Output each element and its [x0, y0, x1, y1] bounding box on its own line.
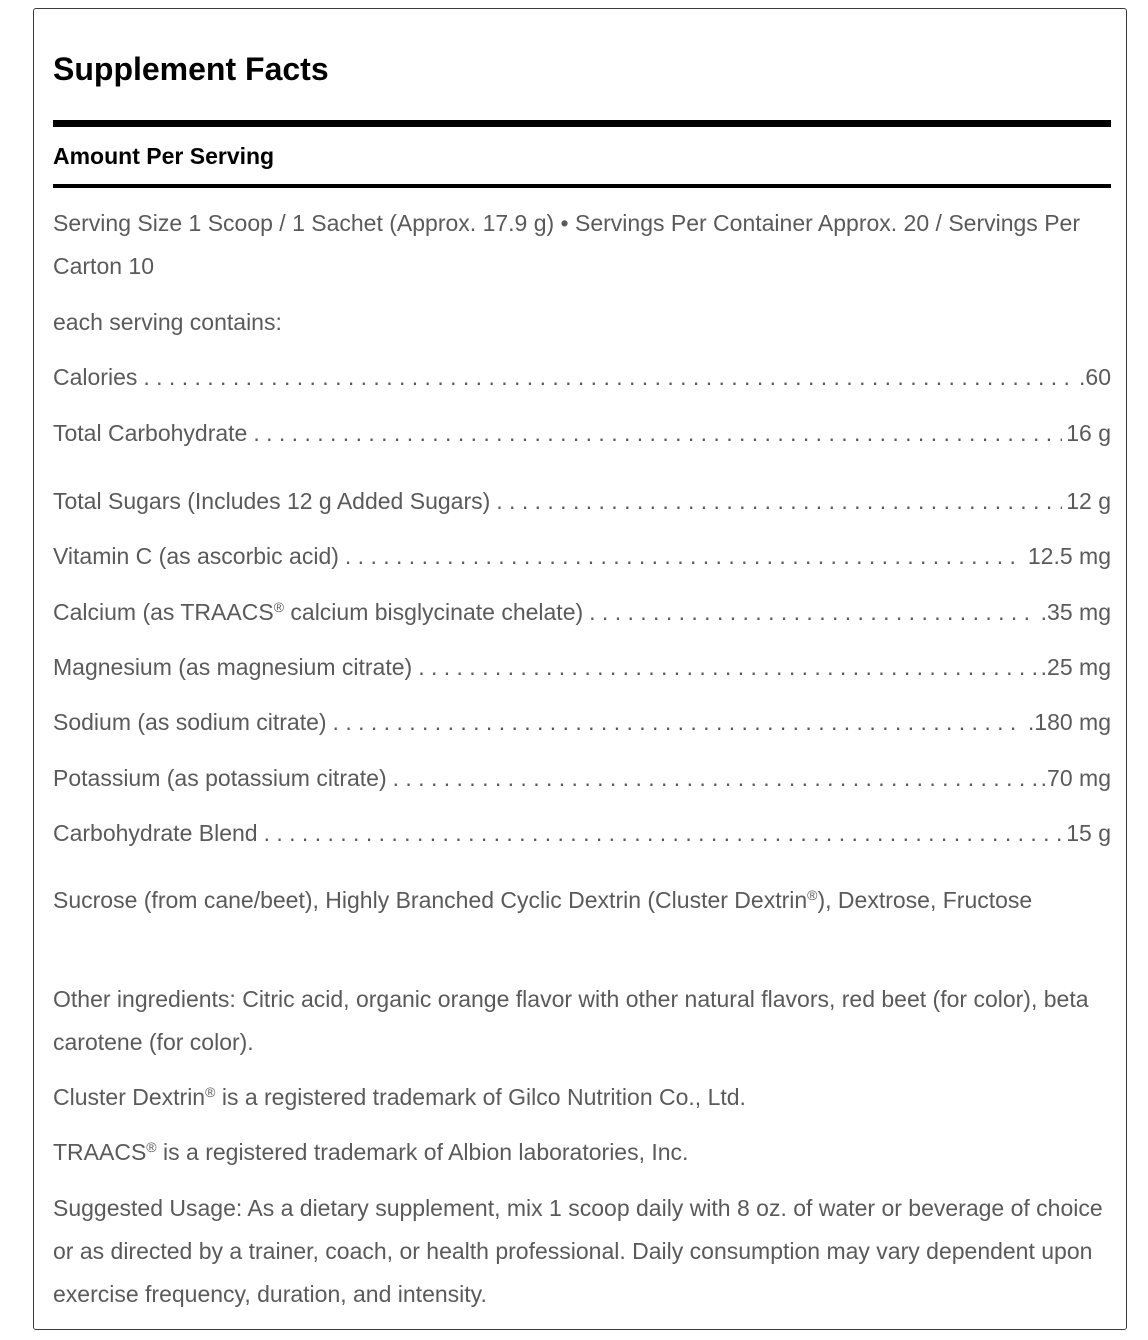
nutrient-value: 12.5 mg	[1027, 543, 1111, 569]
leader-dots	[264, 818, 1063, 848]
nutrient-row-calcium	[53, 597, 1111, 627]
registered-mark: ®	[205, 1084, 216, 1100]
nutrient-row-magnesium	[53, 652, 1111, 682]
nutrient-row-total-carbohydrate	[53, 418, 1111, 448]
nutrient-value: 16 g	[1066, 420, 1111, 446]
nutrient-row-potassium	[53, 763, 1111, 793]
trademark-traacs	[53, 1131, 1113, 1174]
leader-dots	[253, 418, 1062, 448]
nutrient-row-carbohydrate-blend	[53, 818, 1111, 848]
trademark-text: Cluster Dextrin	[53, 1084, 206, 1110]
trademark-text: is a registered trademark of Albion laboratories, Inc.	[156, 1139, 689, 1165]
nutrient-label: Sodium (as sodium citrate)	[53, 709, 327, 735]
header-divider	[53, 184, 1111, 188]
nutrient-row-calories	[53, 362, 1111, 392]
blend-text: Sucrose (from cane/beet), Highly Branched Cyclic Dextrin (Cluster Dextrin	[53, 887, 808, 913]
leader-dots	[393, 763, 1037, 793]
nutrient-label: Total Carbohydrate	[53, 420, 248, 446]
amount-per-serving-header: Amount Per Serving	[53, 143, 275, 169]
nutrient-value: 15 g	[1066, 820, 1111, 846]
nutrient-label: Potassium (as potassium citrate)	[53, 765, 387, 791]
label-text: calcium bisglycinate chelate)	[284, 599, 584, 625]
nutrient-row-total-sugars	[53, 486, 1111, 516]
leader-dots	[418, 652, 1036, 682]
panel-title: Supplement Facts	[53, 51, 329, 87]
nutrient-value: .70 mg	[1040, 765, 1111, 791]
leader-dots	[345, 541, 1024, 571]
nutrient-value: 12 g	[1066, 488, 1111, 514]
supplement-facts-panel	[33, 8, 1127, 1330]
suggested-usage: Suggested Usage: As a dietary supplement, mix 1 scoop daily with 8 oz. of water or beverage of choice or as directed by a trainer, coach, or health professional. Daily consumption may vary dependent upon exercise frequency, duration, and intensity.	[53, 1195, 1103, 1307]
trademark-text: is a registered trademark of Gilco Nutrition Co., Ltd.	[215, 1084, 746, 1110]
leader-dots	[589, 597, 1037, 627]
registered-mark: ®	[273, 599, 285, 615]
nutrient-row-sodium	[53, 707, 1111, 737]
blend-text: ), Dextrose, Fructose	[817, 887, 1033, 913]
leader-dots	[333, 707, 1024, 737]
leader-dots	[496, 486, 1062, 516]
thick-divider	[53, 120, 1111, 127]
nutrient-label: Vitamin C (as ascorbic acid)	[53, 543, 339, 569]
nutrient-row-vitamin-c	[53, 541, 1111, 571]
leader-dots	[143, 362, 1075, 392]
trademark-text: TRAACS	[53, 1139, 147, 1165]
serving-info: Serving Size 1 Scoop / 1 Sachet (Approx. 17.9 g) • Servings Per Container Approx. 20 / Servings Per Carton 10	[53, 210, 1080, 279]
nutrient-label: Magnesium (as magnesium citrate)	[53, 654, 413, 680]
blend-ingredients	[53, 879, 1113, 922]
nutrient-label	[53, 597, 583, 627]
nutrient-value: .60	[1079, 364, 1111, 390]
nutrient-value: .180 mg	[1027, 709, 1111, 735]
nutrient-label: Total Sugars (Includes 12 g Added Sugars)	[53, 488, 491, 514]
trademark-cluster-dextrin	[53, 1076, 1113, 1119]
other-ingredients: Other ingredients: Citric acid, organic orange flavor with other natural flavors, red beet (for color), beta carotene (for color).	[53, 986, 1089, 1055]
registered-mark: ®	[807, 887, 818, 903]
nutrient-label: Calories	[53, 364, 138, 390]
nutrient-value: .25 mg	[1040, 654, 1111, 680]
label-text: Calcium (as TRAACS	[53, 599, 274, 625]
each-serving-text: each serving contains:	[53, 309, 282, 335]
registered-mark: ®	[146, 1139, 157, 1155]
nutrient-value: .35 mg	[1040, 599, 1111, 625]
nutrient-label: Carbohydrate Blend	[53, 820, 258, 846]
